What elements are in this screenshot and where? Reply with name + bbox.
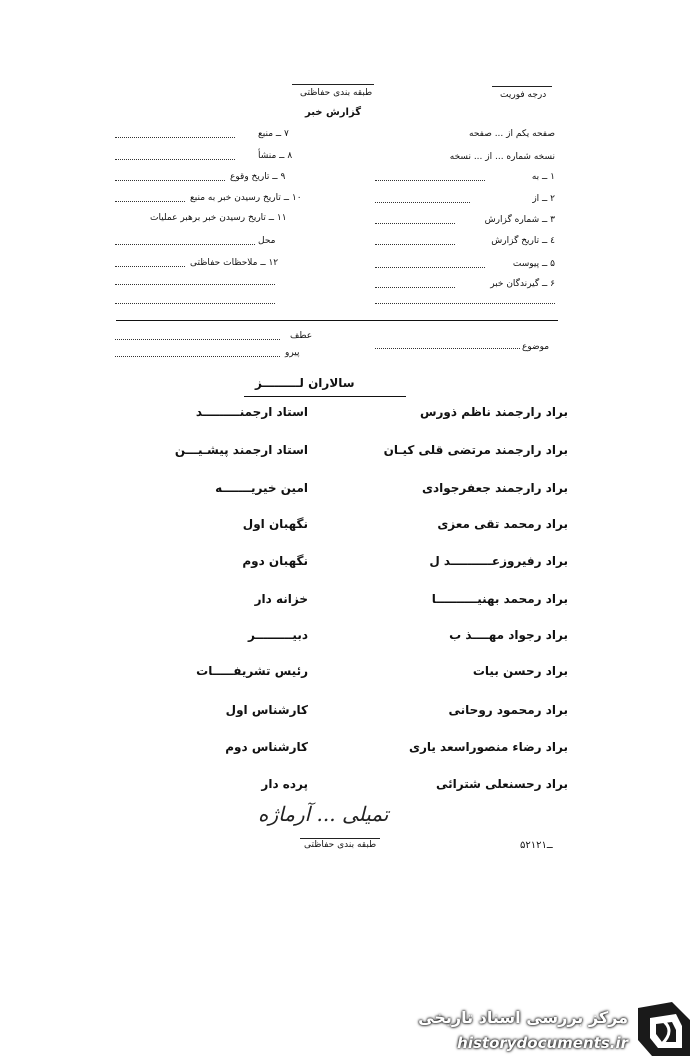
- roster-role: پرده دار: [261, 777, 308, 791]
- watermark: [410, 1000, 698, 1062]
- roster-role: کارشناس اول: [225, 703, 308, 717]
- form-left-dots: [115, 159, 235, 160]
- roster-name: براد رحسنعلی شترائی: [436, 777, 568, 791]
- form-left-field: محل: [258, 236, 276, 246]
- form-right-field: ۶ ــ گیرندگان خبر: [490, 279, 555, 289]
- roster-name: براد رمحمد بهنیــــــــــا: [431, 592, 568, 606]
- form-left-dots: [115, 137, 235, 138]
- form-right-dots: [375, 180, 485, 181]
- pirou-dots: [115, 356, 280, 357]
- roster-name: براد رمحمود روحانی: [448, 703, 568, 717]
- form-left-dots: [115, 244, 255, 245]
- roster-name: براد رارجمند ناظم ذورس: [419, 405, 568, 419]
- subject-dots: [375, 348, 520, 349]
- form-left-dots: [115, 201, 185, 202]
- form-left-dots: [115, 303, 275, 304]
- roster-title: سالاران لـــــــــز: [255, 376, 355, 390]
- form-left-field: ۱۰ ــ تاریخ رسیدن خبر به منبع: [190, 193, 302, 203]
- classification-top-rule: [292, 84, 374, 85]
- form-right-dots: [375, 303, 555, 304]
- roster-role: رئیس تشریفـــــات: [196, 664, 308, 678]
- classification-top: طبقه بندی حفاظتی: [300, 88, 373, 98]
- roster-role: استاد ارجمنـــــــــد: [195, 405, 308, 419]
- classification-bottom: طبقه بندی حفاظتی: [304, 840, 377, 850]
- form-right-field: ۵ ــ پیوست: [512, 259, 555, 269]
- roster-role: نگهبان دوم: [242, 554, 308, 568]
- classification-bottom-rule: [300, 838, 380, 839]
- roster-title-underline: [244, 396, 406, 397]
- subject-label: موضوع: [522, 342, 550, 352]
- atf-dots: [115, 339, 280, 340]
- report-title: گزارش خبر: [305, 107, 362, 118]
- roster-role: کارشناس دوم: [225, 740, 308, 754]
- form-left-field: ۱۱ ــ تاریخ رسیدن خبر برهبر عملیات: [150, 213, 287, 223]
- form-right-dots: [375, 223, 455, 224]
- form-code: ۵۲ــ۱۲۱: [520, 840, 553, 851]
- form-right-dots: [375, 267, 485, 268]
- form-right-dots: [375, 244, 455, 245]
- priority-rule: [492, 86, 552, 87]
- roster-role: دبیـــــــــر: [248, 628, 308, 642]
- handwritten-note: تمیلی ... آرماژه: [258, 802, 389, 826]
- roster-name: براد رحسن بیات: [472, 664, 568, 678]
- form-right-field: ٤ ــ تاریخ گزارش: [491, 236, 555, 246]
- form-left-dots: [115, 180, 225, 181]
- form-divider: [116, 320, 558, 321]
- form-left-dots: [115, 284, 275, 285]
- roster-name: براد رجواد مهــــذ ب: [449, 628, 568, 642]
- pirou-label: پیرو: [285, 348, 300, 358]
- form-left-field: ۱۲ ــ ملاحظات حفاظتی: [190, 258, 279, 268]
- form-right-field: ۱ ــ به: [531, 172, 555, 182]
- roster-name: براد رمحمد تقی معزی: [437, 517, 568, 531]
- archive-logo-icon: [632, 1000, 696, 1060]
- form-right-dots: [375, 202, 470, 203]
- form-left-field: ۸ ــ منشأ: [258, 151, 293, 161]
- roster-name: براد رارجمند مرتضی قلی کیـان: [383, 443, 568, 457]
- roster-role: نگهبان اول: [242, 517, 308, 531]
- priority-label: درجه فوریت: [500, 90, 547, 100]
- form-right-field: صفحه یکم از ... صفحه: [469, 129, 555, 139]
- roster-role: امین خیریـــــــه: [215, 481, 308, 495]
- roster-role: خزانه دار: [254, 592, 308, 606]
- roster-name: براد رارجمند جعفرجوادی: [421, 481, 568, 495]
- form-right-field: ۳ ــ شماره گزارش: [484, 215, 555, 225]
- form-right-field: ۲ ــ از: [532, 194, 555, 204]
- form-left-field: ۹ ــ تاریخ وقوع: [230, 172, 286, 182]
- roster-role: استاد ارجمند پیشـیـــن: [174, 443, 308, 457]
- form-right-field: نسخه شماره ... از ... نسخه: [449, 152, 555, 162]
- watermark-url: historydocuments.ir: [457, 1034, 628, 1052]
- atf-label: عطف: [290, 331, 313, 341]
- form-left-dots: [115, 266, 185, 267]
- roster-name: براد رضاء منصوراسعد یاری: [408, 740, 568, 754]
- watermark-title: مرکز بررسی اسناد تاریخی: [418, 1008, 628, 1027]
- form-right-dots: [375, 287, 455, 288]
- form-left-field: ۷ ــ منبع: [258, 129, 289, 139]
- roster-name: براد رفیروزعــــــــــد ل: [429, 554, 568, 568]
